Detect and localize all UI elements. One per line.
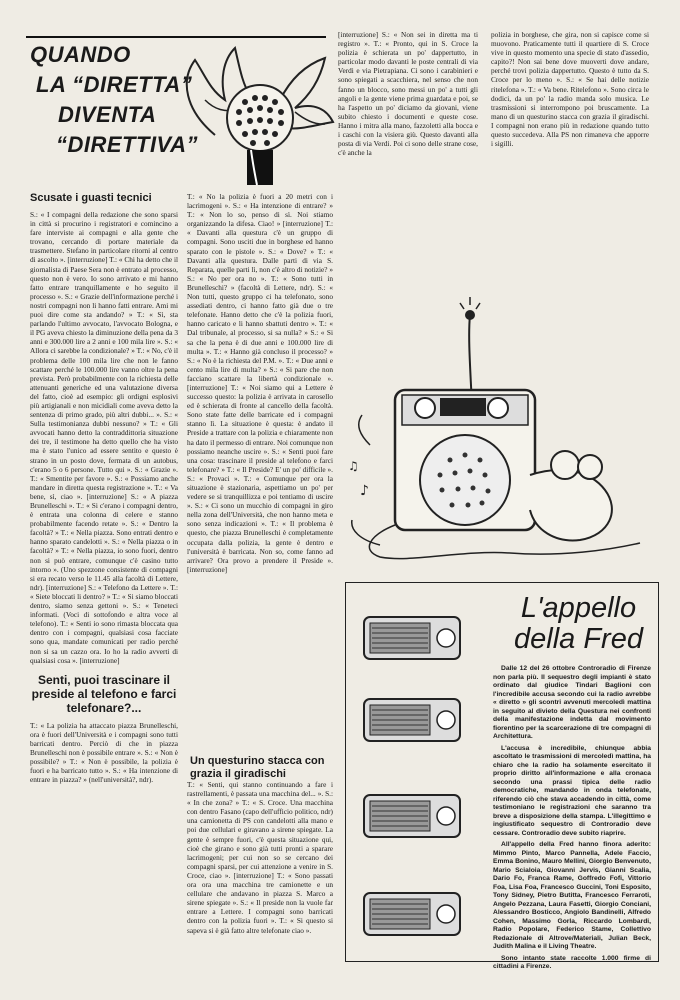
section-text-questurino: T.: « Senti, qui stanno continuando a fare i rastrellamenti, è passata una macchina del... ». S.: « In che zona? » T.: « S. Croce. Una macchina con dentro Fasano (capo dell'ufficio politico, ndr) una camionetta di PS con candelotti alla mano e poi due cellulari e giravano a sirene spiegate. La gente è sempre fuori, c'è questa situazione qui, cioè che girano e sono già tutti pronti a sparare lacrimogeni; per cui non so se cercano dei compagni sparsi, per cui attenzione a venire in S. Croce, ciao ». [interruzione] T.: « Sono passati ora ora una macchina tre camionette e un cellulare che andavano in piazza S. Marco a sirene spiegate ». S.: « Il preside non la vuole far entrare a Lettere. I compagni sono barricati dentro con la polizia fuori ». T.: « Si questo si sapeva si è già fatto altre telefonate ciao ». (187, 780, 333, 935)
column-3-text: [interruzione] S.: « Non sei in diretta ma ti registro ». T.: « Pronto, qui in S. Croce la polizia è schierata un po' dappertutto, in particolar modo davanti le poste centrali di via Verdi e via Pietrapiana. Ci sono i carabinieri e sono spiegati a scacchiera, nel senso che non fanno un blocco, sono messi un po' a tutti gli angoli e la gente viene prima guardata e poi, se ha l'aspetto un po' diciamo da giovani, viene subito chiesto i documenti e queste cose. Hanno i mitra alla mano, fazzoletti alla bocca e i caschi con la visiera giù. Questo davanti alla posta di via Verdi. Poi ci sono delle strane cose, c'è anche la (338, 30, 478, 158)
article-column-1 (30, 192, 178, 982)
article-column-2 (187, 192, 333, 732)
section-title-senti: Senti, puoi trascinare il preside al telefono e farci telefonare?... (31, 672, 177, 715)
radio-cartoon-illustration (340, 295, 650, 565)
svg-text:♪: ♪ (360, 483, 369, 499)
appeal-paragraph-3: All'appello della Fred hanno finora aderito: Mimmo Pinto, Marco Pannella, Adele Faccio, Emma Bonino, Mauro Mellini, Giorgio Benvenuto, Mario Scialoia, Giovanni Jervis, Gianni Scalia, Dario Fo, Franca Rame, Goffredo Fofi, Vittorio Foa, Lisa Foa, Francesco Guccini, Toni Esposito, Tony Sidney, Pietro Butitta, Francesco Ferraroti, Angelo Pezzana, Laura Fasetti, Giorgio Conciani, Alessandro Bosticco, Angiolo Bandinelli, Alfredo Cohen, Massimo Gorla, Riccardo Lombardi, Radio Popolare, Federico Stame, Collettivo Redazionale di Altrove/Materiali, Julian Beck, Judith Malina e il Living Theatre. (493, 841, 651, 950)
section-title-scusate: Scusate i guasti tecnici (30, 192, 152, 204)
column-4-text: polizia in borghese, che gira, non si capisce come si muovono. Praticamente tutti il quartiere di S. Croce vive in questo momento una specie di stato d'assedio, capito?! Non sai bene dove muoverti dove andare, perché trovi polizia dappertutto. Questo è tutto da S. Croce per lo meno ». S.: « Se hai delle notizie ritelefona ». T.: « Va bene. Ritelefono ». Sono circa le dodici, da un po' la radio manda solo musica. Le trasmissioni si interrompono poi bruscamente. La mano di un questurino stacca con grazia il giradischi. I compagni non erano più in redazione quando tutto questo succedeva. Alla PS non rimaneva che apporre i sigilli. (491, 30, 649, 149)
headline-line-1: QUANDO (30, 42, 131, 67)
appeal-title (506, 593, 651, 655)
headline-rule (26, 36, 326, 38)
appeal-title-line-1: L'appello (520, 592, 637, 624)
column-2-text: T.: « No la polizia è fuori a 20 metri con i lacrimogeni ». S.: « Ha intenzione di entrare? » T.: « Non lo so, penso di sì. Noi stiamo organizzando la difesa. Ciao! » [interruzione] T.: « Davanti alla questura c'è un gruppo di compagni. Sono usciti due in borghese ed hanno sparato con le pistole ». S.: « Dove? » T.: « Davanti alla questura. Dalle parti di via S. Reparata, quelle parti lì, non c'è altro di notizie? » S.: « No per ora no ». T.: « Sono tutti in Brunelleschi? » (facoltà di Lettere, ndr). S.: « Non tutti, questo gruppo ci ha telefonato, sono assediati dentro, ci hanno fatto già due o tre telefonate. Hanno detto che c'è la polizia fuori, hanno caricato e li hanno sbattuti dentro ». T.: « Dal tribunale, al processo, si sa nulla? » S.: « Si sa che la pena è di due anni e 100.000 lire di multa ». T.: « Hanno già concluso il processo? » S.: « No è la richiesta del P.M. ». T.: « Due anni e cento mila lire di multa? » S.: « Si pare che non facciano scattare la libertà condizionale ». [interruzione] T.: « Noi siamo qui a Lettere è successo questo: la polizia è arrivata in carosello ed è schierata di fronte al cancello della facoltà. Sono state fatte delle barricate ed i compagni stanno lì. La situazione è questa: è andato il Preside a trattare con la polizia e chiaramente non ha dato il permesso di entrare. Noi comunque non possiamo neanche uscire ». S.: « Senti puoi fare una cosa: trascinare il preside al telefono e farci telefonare? » T.: « Il Preside? E' un po' difficile ». S.: « Provaci ». T.: « Comunque per ora la situazione è stazionaria, aspettiamo un po' per vedere se si tranquillizza e poi tentiamo di uscire ». S.: « Ci sono un mucchio di compagni in giro nella zona dell'Università, che non hanno meta e sono senza indicazioni ». T.: « Il problema è questo, che piazza Brunelleschi è completamente occupata dalla polizia, la gente è dentro e l'università è barricata. Non so, come fanno ad arrivare? Ora provo a prendere il Preside ». [interruzione] (187, 192, 333, 574)
headline-line-4: “DIRETTIVA” (56, 132, 198, 157)
transistor-radio-icon (362, 889, 462, 939)
appeal-paragraph-2: L'accusa è incredibile, chiunque abbia ascoltato le trasmissioni di mercoledì mattina, ha chiaro che la radio ha solamente esercitato il proprio diritto all'informazione e alla cronaca secondo una prassi tipica delle radio democratiche, mandando in onda telefonate, riferendo ciò che stava accadendo in città, come testimoniano le registrazioni che saranno tra breve a disposizione della stampa. L'illegittimo e ingiustificato sequestro di Controradio deve cessare. Controradio deve subito riaprire. (493, 744, 651, 837)
svg-text:♫: ♫ (348, 459, 359, 473)
article-column-2b (187, 780, 333, 985)
article-column-3 (338, 30, 478, 170)
headline-line-2: LA “DIRETTA” (36, 72, 193, 97)
appeal-box (345, 582, 659, 970)
appeal-text (493, 665, 651, 970)
transistor-radio-icon (362, 613, 462, 663)
article-column-4 (491, 30, 649, 230)
microphone-illustration (175, 40, 335, 190)
headline-line-3: DIVENTA (58, 102, 157, 127)
section-text-scusate: S.: « I compagni della redazione che sono sparsi in città si procurino i registratori e comincino a fare interviste ai compagni e alla gente che trovano, cercando di portare materiale da trasmettere. Stefano in particolare ritorni al centro di ascolto ». [interruzione] T.: « Chi ha detto che il giornalista di Paese Sera non è entrato al processo, questo non è vero. Io sono arrivato e mi hanno fatto entrare tranquillamente e ho seguito il processo ». S.: « Grazie dell'informazione perché i nostri compagni non li hanno fatti entrare. Ami mi puoi dire come sta andando? » T.: « Sì, sta parlando l'ultimo avvocato, l'avvocato Bologna, e il PG aveva chiesto la diminuzione della pena da 3 anni e 300.000 lire a 2 anni e 100 mila lire ». S.: « Allora ci sarebbe la condizionale? » T.: « No, c'è il problema delle 100 mila lire che non le fanno scattare perché le 100.000 lire vanno oltre la pena prevista. Però probabilmente con la richiesta delle attenuanti generiche ed una valutazione diversa del fatto, cioè ad esempio: gli ordigni esplosivi più artigianali e non micidiali come aveva detto la sentenza di primo grado, più altri dubbi... ». S.: « Sulla testimonianza dubbi nessuno? » T.: « Gli avvocati hanno detto la contraddittoria situazione dei tre, il testimone ha detto quello che ha visto ma è stato l'unico ad essere sentito e questo è strano in un posto dove, fermata di un autobus, c'erano 5 o 6 persone. Tutto qui ». S.: « Grazie ». T.: « Smentite per favore ». S.: « Possiamo anche mandare in diretta questa registrazione ». T.: « Va bene, sì, ciao ». [interruzione] S.: « A piazza Brunelleschi ». T.: « Si c'erano i compagni dentro, è entrata una colonna di celere e stanno probabilmente facendo retate ». S.: « Dentro la facoltà? » T.: « Nella piazza. Sono entrati dentro e hanno sparato candelotti ». S.: « Nella piazza o in facoltà? » T.: « Nella piazza, io sono fuori, dentro non si può entrare, comunque c'è casino tutto intorno ». (Uno spezzone consistente di compagni si era recato verso le 11.45 alla facoltà di Lettere, ndr). [interruzione] S.: « Telefono da Lettere ». T.: « Siete bloccati li dentro? » T.: « Si siamo bloccati dentro, siamo senza gettoni ». S.: « Teneteci informati. (Voci di sottofondo e altra voce al telefono). T.: « Senti io sono rimasta bloccata qua dentro con i compagni, qualsiasi cosa facciate sono qua, mandate comunicati per radio perché non si sa un cazzo ora. Io ho la radio avverti di qualsiasi cosa ». [interruzione] (30, 210, 178, 665)
section-title-questurino: Un questurino stacca con grazia il giradischi (190, 755, 325, 780)
appeal-title-line-2: della Fred (514, 623, 643, 655)
transistor-radio-icon (362, 791, 462, 841)
transistor-radio-icon (362, 695, 462, 745)
section-text-senti: T.: « La polizia ha attaccato piazza Brunelleschi, ora è fuori dell'Università e i compagni sono tutti barricati dentro. Perciò di che in piazza Brunelleschi non è possibile entrare ». S.: « Non è possibile? » T.: « Non è possibile, la polizia è fuori e ha barricato tutto ». S.: « Ha intenzione di entrare in piazza? » (nell'università?, ndr). (30, 720, 178, 785)
appeal-paragraph-1: Dalle 12 del 26 ottobre Controradio di Firenze non parla più. Il sequestro degli impianti è stato ordinato dal giudice Tindari Baglioni con l'incredibile accusa secondo cui la radio avrebbe « diretto » gli scontri avvenuti mercoledì mattina in seguito al divieto della Questura nei confronti della manifestazione indetta dal movimento fiorentino per la scarcerazione di tre compagni di Architettura. (493, 665, 651, 740)
appeal-paragraph-4: Sono intanto state raccolte 1.000 firme di cittadini a Firenze. (493, 954, 651, 970)
